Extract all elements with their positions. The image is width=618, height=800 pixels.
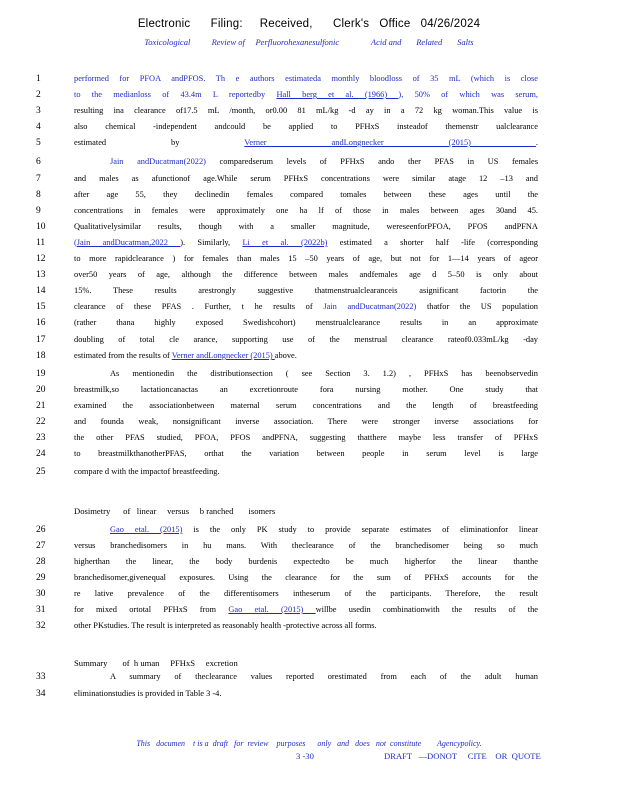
text-segment: 15%. These results arestrongly suggestive thatmenstrualclearanceis asignificant factorin the: [74, 286, 538, 295]
running-title: Toxicological Review of Perfluorohexanesulfonic Acid and Related Salts: [144, 37, 474, 47]
text-segment: branchedisomer,givenequal exposures. Using the clearance for the sum of PFHxS accounts for the: [74, 573, 538, 582]
text-segment: As mentionedin the distributionsection ( see Section 3. 1.2) , PFHxS has beenobservedin: [110, 369, 538, 378]
text-segment: Jain andDucatman(2022): [110, 157, 206, 166]
line-text: [74, 465, 538, 479]
text-line: [0, 619, 618, 633]
line-number: 22: [36, 417, 46, 427]
text-segment: ). Similarly,: [180, 238, 243, 247]
text-segment: breastmilk,so lactationcanactas an excretionroute fora nursing mother. One study that: [74, 385, 538, 394]
text-line: [0, 571, 618, 585]
line-number: 32: [36, 621, 46, 631]
line-text: [74, 349, 538, 363]
line-number: 2: [36, 90, 41, 100]
line-number: 34: [36, 689, 46, 699]
text-segment: estimated a shorter half -life (corresponding: [327, 238, 538, 247]
citation-link[interactable]: Jain andDucatman,2022: [76, 238, 181, 247]
text-line: [0, 136, 618, 150]
text-segment: other PKstudies. The result is interpreted as reasonably health -protective across all forms.: [74, 621, 377, 630]
line-number: 6: [36, 157, 41, 167]
text-line: [0, 415, 618, 429]
text-segment: willbe usedin combinationwith the results of the: [315, 605, 538, 614]
line-number: 10: [36, 222, 46, 232]
draft-disclaimer: This documen t is a draft for review purposes only and does not constitute Agencypolicy.: [136, 739, 482, 748]
subheading-dosimetry: Dosimetry of linear versus b ranched isomers: [74, 506, 276, 516]
text-segment: A summary of theclearance values reported orestimated from each of the adult human: [110, 672, 538, 681]
text-line: [0, 399, 618, 413]
text-segment: clearance of these PFAS . Further, t he results of: [74, 302, 324, 311]
text-line: [0, 104, 618, 118]
line-text: [110, 367, 538, 381]
line-number: 20: [36, 385, 46, 395]
line-text: [74, 447, 538, 461]
text-line: [0, 333, 618, 347]
line-number: 12: [36, 254, 46, 264]
page-number: 3 -30: [296, 751, 314, 761]
text-segment: (rather thana highly exposed Swedishcohort) menstrualclearance results in an approximate: [74, 318, 538, 327]
line-text: [74, 415, 538, 429]
citation-link[interactable]: Verner andLongnecker (2015): [171, 351, 275, 360]
text-segment: and males as afunctionof age.While serum PFHxS concentrations were similar atage 12 –13 and: [74, 174, 538, 183]
line-text: [74, 284, 538, 298]
line-text: [74, 188, 538, 202]
text-segment: versus branchedisomers in hu mans. With theclearance of the branchedisomer being so much: [74, 541, 538, 550]
line-number: 3: [36, 106, 41, 116]
text-line: [0, 252, 618, 266]
line-number: 1: [36, 74, 41, 84]
line-number: 17: [36, 335, 46, 345]
line-number: 31: [36, 605, 46, 615]
line-text: [74, 104, 538, 118]
line-text: [74, 603, 538, 617]
citation-link[interactable]: Hall berg et al. (1966): [276, 90, 399, 99]
line-number: 24: [36, 449, 46, 459]
text-segment: estimated by: [74, 138, 245, 147]
line-number: 30: [36, 589, 46, 599]
text-line: [0, 155, 618, 169]
text-line: [0, 523, 618, 537]
text-segment: higherthan the linear, the body burdenis expectedto be much higherfor the linear thanthe: [74, 557, 538, 566]
text-segment: comparedserum levels of PFHxS ando ther PFAS in US females: [205, 157, 538, 166]
text-segment: over50 years of age, although the difference between males andfemales age d 5–50 is only about: [74, 270, 538, 279]
line-number: 15: [36, 302, 46, 312]
electronic-filing-stamp: Electronic Filing: Received, Clerk's Office 04/26/2024: [137, 18, 481, 30]
line-number: 9: [36, 206, 41, 216]
subheading-summary: Summary of h uman PFHxS excretion: [74, 658, 238, 668]
text-line: [0, 603, 618, 617]
text-segment: to the medianloss of 43.4m L reportedby: [74, 90, 277, 99]
line-text: [74, 300, 538, 314]
text-segment: .: [535, 138, 538, 147]
line-text: [74, 333, 538, 347]
text-line: [0, 72, 618, 86]
text-line: [0, 587, 618, 601]
text-segment: performed for PFOA andPFOS. Th e authors estimateda monthly bloodloss of 35 mL (which is close: [74, 74, 538, 83]
text-line: [0, 670, 618, 684]
text-segment: Qualitativelysimilar results, though with a smaller magnitude, wereseenforPFOA, PFOS andPFNA: [74, 222, 538, 231]
line-number: 19: [36, 369, 46, 379]
text-line: [0, 447, 618, 461]
text-segment: Jain andDucatman(2022): [323, 302, 417, 311]
text-segment: resulting ina clearance of17.5 mL /month, or0.00 81 mL/kg -d ay in a 72 kg woman.This value is: [74, 106, 538, 115]
text-segment: for mixed ortotal PFHxS from: [74, 605, 229, 614]
line-text: [74, 88, 538, 102]
line-text: [74, 587, 538, 601]
text-line: [0, 188, 618, 202]
line-number: 33: [36, 672, 46, 682]
text-line: [0, 300, 618, 314]
line-number: 13: [36, 270, 46, 280]
text-line: [0, 349, 618, 363]
line-text: [74, 72, 538, 86]
citation-link[interactable]: Gao etal. (2015): [110, 525, 183, 534]
line-text: [110, 670, 538, 684]
line-number: 4: [36, 122, 41, 132]
text-segment: doubling of total cle arance, supporting use of the menstrual clearance rateof0.033mL/kg -day: [74, 335, 538, 344]
line-text: [74, 172, 538, 186]
line-text: [74, 539, 538, 553]
line-text: [74, 220, 538, 234]
line-text: [74, 268, 538, 282]
text-segment: compare d with the impactof breastfeeding.: [74, 467, 220, 476]
line-number: 26: [36, 525, 46, 535]
line-text: [74, 204, 538, 218]
line-number: 29: [36, 573, 46, 583]
text-segment: to breastmilkthanotherPFAS, orthat the variation between people in serum level is large: [74, 449, 538, 458]
line-text: [74, 383, 538, 397]
text-line: [0, 465, 618, 479]
line-number: 25: [36, 467, 46, 477]
text-segment: estimated from the results of: [74, 351, 172, 360]
text-segment: to more rapidclearance ) for females than males 15 –50 years of age, but not for 1—14 years of ageor: [74, 254, 538, 263]
text-line: [0, 268, 618, 282]
text-segment: the other PFAS studied, PFOA, PFOS andPFNA, suggesting thatthere maybe less transfer of PFHxS: [74, 433, 538, 442]
line-number: 8: [36, 190, 41, 200]
text-segment: above.: [274, 351, 297, 360]
line-number: 23: [36, 433, 46, 443]
text-segment: thatfor the US population: [416, 302, 538, 311]
line-text: [74, 431, 538, 445]
line-number: 21: [36, 401, 46, 411]
line-text: [74, 619, 538, 633]
text-line: [0, 539, 618, 553]
line-text: [74, 571, 538, 585]
text-segment: (: [74, 238, 77, 247]
text-segment: after age 55, they declinedin females compared tomales between these ages until the: [74, 190, 538, 199]
text-line: [0, 172, 618, 186]
text-line: [0, 316, 618, 330]
line-text: [74, 252, 538, 266]
text-line: [0, 687, 618, 701]
line-text: [74, 399, 538, 413]
text-line: [0, 284, 618, 298]
line-number: 28: [36, 557, 46, 567]
line-number: 11: [36, 238, 46, 248]
text-line: [0, 431, 618, 445]
line-number: 5: [36, 138, 41, 148]
line-text: [74, 316, 538, 330]
text-segment: examined the associationbetween maternal serum concentrations and the length of breastfeeding: [74, 401, 538, 410]
text-line: [0, 88, 618, 102]
line-text: [110, 155, 538, 169]
text-line: [0, 367, 618, 381]
text-segment: also chemical -independent andcould be applied to PFHxS insteadof themenstr ualclearance: [74, 122, 538, 131]
citation-link[interactable]: Verner andLongnecker (2015): [244, 138, 536, 147]
line-text: [74, 120, 538, 134]
text-line: [0, 383, 618, 397]
text-line: [0, 120, 618, 134]
text-segment: eliminationstudies is provided in Table 3 -4.: [74, 689, 222, 698]
text-line: [0, 204, 618, 218]
text-segment: concentrations in females were approximately one ha lf of those in males between ages 30and 45.: [74, 206, 538, 215]
text-segment: re lative prevalence of the differentisomers intheserum of the participants. Therefore, the result: [74, 589, 538, 598]
draft-notice: DRAFT —DONOT CITE OR QUOTE: [384, 751, 541, 761]
line-number: 18: [36, 351, 46, 361]
text-segment: and founda weak, nonsignificant inverse association. There were stronger inverse associations for: [74, 417, 538, 426]
text-segment: ), 50% of which was serum,: [398, 90, 538, 99]
line-text: [74, 555, 538, 569]
line-text: [74, 236, 538, 250]
text-line: [0, 555, 618, 569]
line-text: [110, 523, 538, 537]
line-text: [74, 687, 538, 701]
line-number: 7: [36, 174, 41, 184]
text-line: [0, 236, 618, 250]
text-line: [0, 220, 618, 234]
text-segment: is the only PK study to provide separate estimates of eliminationfor linear: [182, 525, 538, 534]
citation-link[interactable]: Li et al. (2022b): [242, 238, 328, 247]
line-number: 14: [36, 286, 46, 296]
citation-link[interactable]: Gao etal. (2015): [228, 605, 316, 614]
line-text: [74, 136, 538, 150]
line-number: 16: [36, 318, 46, 328]
line-number: 27: [36, 541, 46, 551]
